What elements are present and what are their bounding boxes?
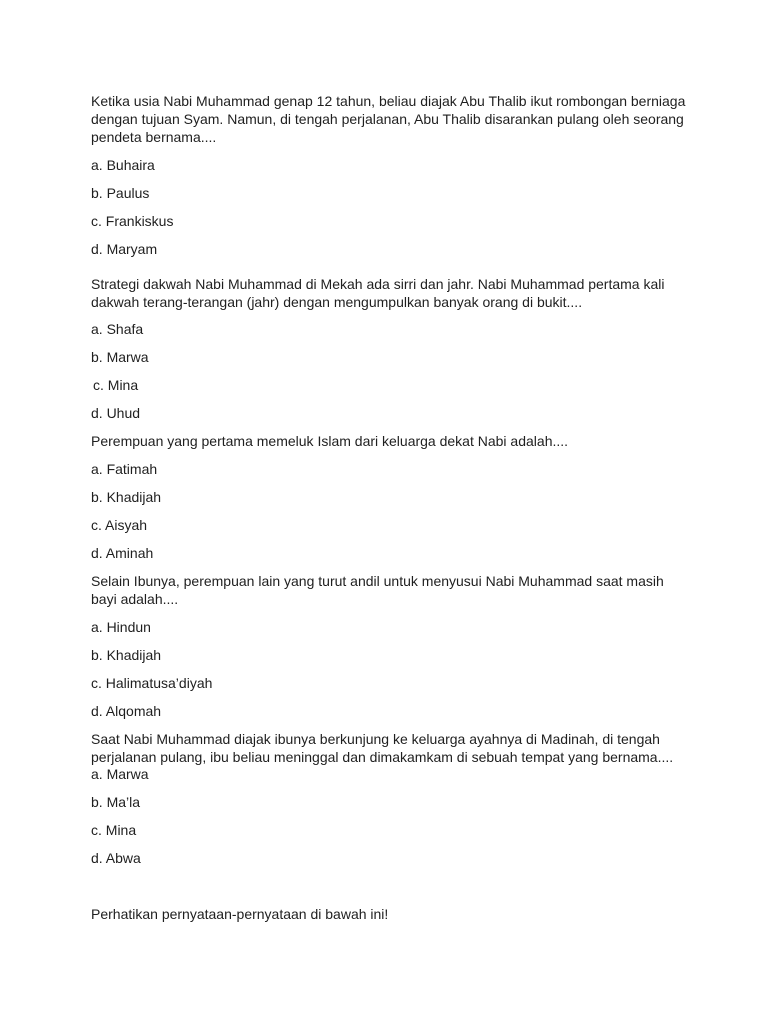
question-1-option-a: a. Buhaira [91,157,155,173]
question-4-option-c: c. Halimatusa’diyah [91,675,213,691]
question-1-line-1: Ketika usia Nabi Muhammad genap 12 tahun, beliau diajak Abu Thalib ikut rombongan berniaga [91,93,686,109]
question-4-line-1: Selain Ibunya, perempuan lain yang turut andil untuk menyusui Nabi Muhammad saat masih [91,573,664,589]
question-3-option-b: b. Khadijah [91,489,162,505]
question-1-option-c: c. Frankiskus [91,213,174,229]
question-4-option-b: b. Khadijah [91,647,162,663]
question-4-line-2: bayi adalah.... [91,591,179,607]
question-3-option-a: a. Fatimah [91,461,158,477]
question-2-line-1: Strategi dakwah Nabi Muhammad di Mekah ada sirri dan jahr. Nabi Muhammad pertama kali [91,276,665,292]
question-4-option-d: d. Alqomah [91,703,162,719]
question-2-option-a: a. Shafa [91,321,144,337]
question-5-line-1: Saat Nabi Muhammad diajak ibunya berkunjung ke keluarga ayahnya di Madinah, di tengah [91,731,660,747]
question-3-option-d: d. Aminah [91,545,154,561]
question-1-option-d: d. Maryam [91,241,158,257]
question-3-line-1: Perempuan yang pertama memeluk Islam dari keluarga dekat Nabi adalah.... [91,433,569,449]
question-5-option-c: c. Mina [91,822,137,838]
question-5-option-d: d. Abwa [91,850,141,866]
question-5-option-b: b. Ma’la [91,794,141,810]
question-3-option-c: c. Aisyah [91,517,148,533]
question-1-line-2: dengan tujuan Syam. Namun, di tengah perjalanan, Abu Thalib disarankan pulang oleh seorang [91,111,684,127]
question-5-option-a: a. Marwa [91,766,149,782]
question-5-line-2: perjalanan pulang, ibu beliau meninggal dan dimakamkam di sebuah tempat yang bernama.... [91,749,674,765]
question-2-option-b: b. Marwa [91,349,149,365]
question-2-option-c: c. Mina [93,377,139,393]
question-1-option-b: b. Paulus [91,185,150,201]
closing-instruction: Perhatikan pernyataan-pernyataan di bawah ini! [91,906,389,922]
question-2-option-d: d. Uhud [91,405,141,421]
question-4-option-a: a. Hindun [91,619,151,635]
question-1-line-3: pendeta bernama.... [91,129,217,145]
question-2-line-2: dakwah terang-terangan (jahr) dengan mengumpulkan banyak orang di bukit.... [91,294,583,310]
